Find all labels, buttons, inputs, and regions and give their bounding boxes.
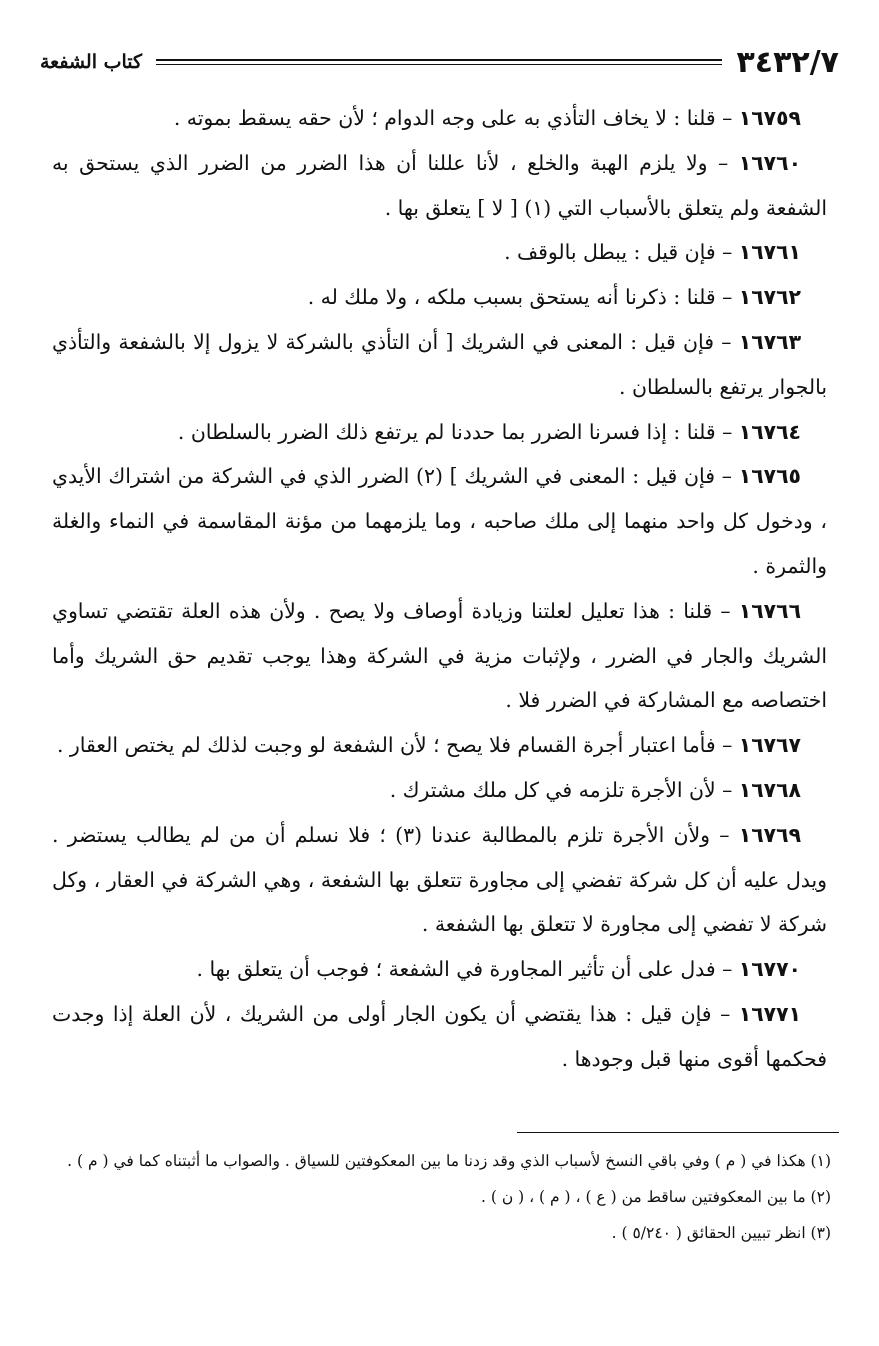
number-dash: – bbox=[722, 285, 733, 310]
paragraph bbox=[52, 230, 827, 275]
page-header bbox=[40, 42, 839, 82]
paragraph-number: ١٦٧٧١ bbox=[738, 1001, 802, 1026]
number-dash: – bbox=[718, 150, 729, 175]
main-text bbox=[52, 96, 827, 1082]
paragraph bbox=[52, 992, 827, 1082]
number-dash: – bbox=[722, 240, 733, 265]
paragraph-number: ١٦٧٦٠ bbox=[738, 150, 802, 175]
paragraph-text: فأما اعتبار أجرة القسام فلا يصح ؛ لأن الشفعة لو وجبت لذلك لم يختص العقار . bbox=[56, 733, 716, 758]
paragraph bbox=[52, 96, 827, 141]
paragraph-text: فدل على أن تأثير المجاورة في الشفعة ؛ فوجب أن يتعلق بها . bbox=[196, 957, 716, 982]
number-dash: – bbox=[720, 598, 731, 623]
footnote: (١) هكذا في ( م ) وفي باقي النسخ لأسباب الذي وقد زدنا ما بين المعكوفتين للسياق . والصواب ما أثبتناه كما في ( م ) . bbox=[67, 1152, 831, 1170]
paragraph bbox=[52, 275, 827, 320]
paragraph-number: ١٦٧٦٣ bbox=[738, 329, 802, 354]
paragraph-text: فإن قيل : المعنى في الشريك [ أن التأذي بالشركة لا يزول إلا بالشفعة والتأذي بالجوار يرتفع بالسلطان . bbox=[52, 329, 827, 399]
number-dash: – bbox=[721, 329, 732, 354]
paragraph bbox=[52, 454, 827, 588]
paragraph-number: ١٦٧٦١ bbox=[738, 240, 801, 265]
paragraph-text: قلنا : لا يخاف التأذي به على وجه الدوام ؛ لأن حقه يسقط بموته . bbox=[173, 106, 716, 130]
paragraph bbox=[52, 813, 827, 947]
number-dash: – bbox=[720, 1001, 731, 1026]
footnotes bbox=[48, 1143, 831, 1251]
paragraph-number: ١٦٧٧٠ bbox=[738, 957, 801, 982]
paragraph bbox=[52, 141, 827, 231]
number-dash: – bbox=[722, 733, 733, 758]
page-number: ٣٤٣٢/٧ bbox=[736, 44, 839, 80]
paragraph bbox=[52, 589, 827, 723]
paragraph-number: ١٦٧٦٢ bbox=[738, 285, 801, 310]
paragraph-number: ١٦٧٦٧ bbox=[738, 733, 801, 758]
footnote-divider bbox=[517, 1132, 839, 1133]
paragraph-text: لأن الأجرة تلزمه في كل ملك مشترك . bbox=[389, 777, 716, 802]
paragraph-text: قلنا : ذكرنا أنه يستحق بسبب ملكه ، ولا ملك له . bbox=[307, 285, 716, 310]
book-title: كتاب الشفعة bbox=[40, 51, 143, 73]
paragraph bbox=[52, 410, 827, 455]
paragraph bbox=[52, 320, 827, 410]
paragraph-text: قلنا : إذا فسرنا الضرر بما حددنا لم يرتفع ذلك الضرر بالسلطان . bbox=[177, 419, 716, 444]
number-dash: – bbox=[722, 106, 733, 130]
number-dash: – bbox=[722, 419, 733, 444]
number-dash: – bbox=[722, 957, 733, 982]
number-dash: – bbox=[719, 822, 730, 847]
paragraph-text: فإن قيل : المعنى في الشريك ] (٢) الضرر الذي في الشركة من اشتراك الأيدي ، ودخول كل واحد منهما إلى ملك صاحبه ، وما يلزمهما من مؤنة المقاسمة في النماء والغلة والثمرة . bbox=[52, 464, 827, 578]
paragraph-number: ١٦٧٦٤ bbox=[738, 419, 801, 444]
paragraph-text: ولا يلزم الهبة والخلع ، لأنا عللنا أن هذا الضرر من الضرر الذي يستحق به الشفعة ولم يتعلق بالأسباب التي (١) [ لا ] يتعلق بها . bbox=[52, 150, 827, 220]
paragraph bbox=[52, 768, 827, 813]
paragraph-number: ١٦٧٥٩ bbox=[738, 106, 801, 130]
paragraph-number: ١٦٧٦٦ bbox=[738, 598, 802, 623]
footnote: (٢) ما بين المعكوفتين ساقط من ( ع ) ، ( م ) ، ( ن ) . bbox=[481, 1188, 831, 1206]
header-rule bbox=[156, 59, 722, 65]
paragraph-number: ١٦٧٦٩ bbox=[738, 822, 802, 847]
paragraph-number: ١٦٧٦٥ bbox=[738, 464, 801, 489]
number-dash: – bbox=[721, 464, 732, 489]
paragraph-text: قلنا : هذا تعليل لعلتنا وزيادة أوصاف ولا يصح . ولأن هذه العلة تقتضي تساوي الشريك والجار في الضرر ، ولإثبات مزية في الشركة وهذا يوجب تقديم حق الشريك وأما اختصاصه مع المشاركة في الضرر فلا . bbox=[52, 598, 827, 713]
paragraph-text: فإن قيل : هذا يقتضي أن يكون الجار أولى من الشريك ، لأن العلة إذا وجدت فحكمها أقوى منها قبل وجودها . bbox=[52, 1001, 827, 1071]
paragraph-text: ولأن الأجرة تلزم بالمطالبة عندنا (٣) ؛ فلا نسلم أن من لم يطالب يستضر . ويدل عليه أن كل شركة تفضي إلى مجاورة تتعلق بها الشفعة ، وهي الشركة في العقار ، وكل شركة لا تفضي إلى مجاورة لا تتعلق بها الشفعة . bbox=[52, 822, 827, 937]
paragraph-text: فإن قيل : يبطل بالوقف . bbox=[504, 240, 716, 265]
paragraph-number: ١٦٧٦٨ bbox=[738, 777, 801, 802]
paragraph bbox=[52, 723, 827, 768]
paragraph bbox=[52, 947, 827, 992]
footnote: (٣) انظر تبيين الحقائق ( ٥/٢٤٠ ) . bbox=[611, 1224, 831, 1242]
number-dash: – bbox=[722, 777, 733, 802]
